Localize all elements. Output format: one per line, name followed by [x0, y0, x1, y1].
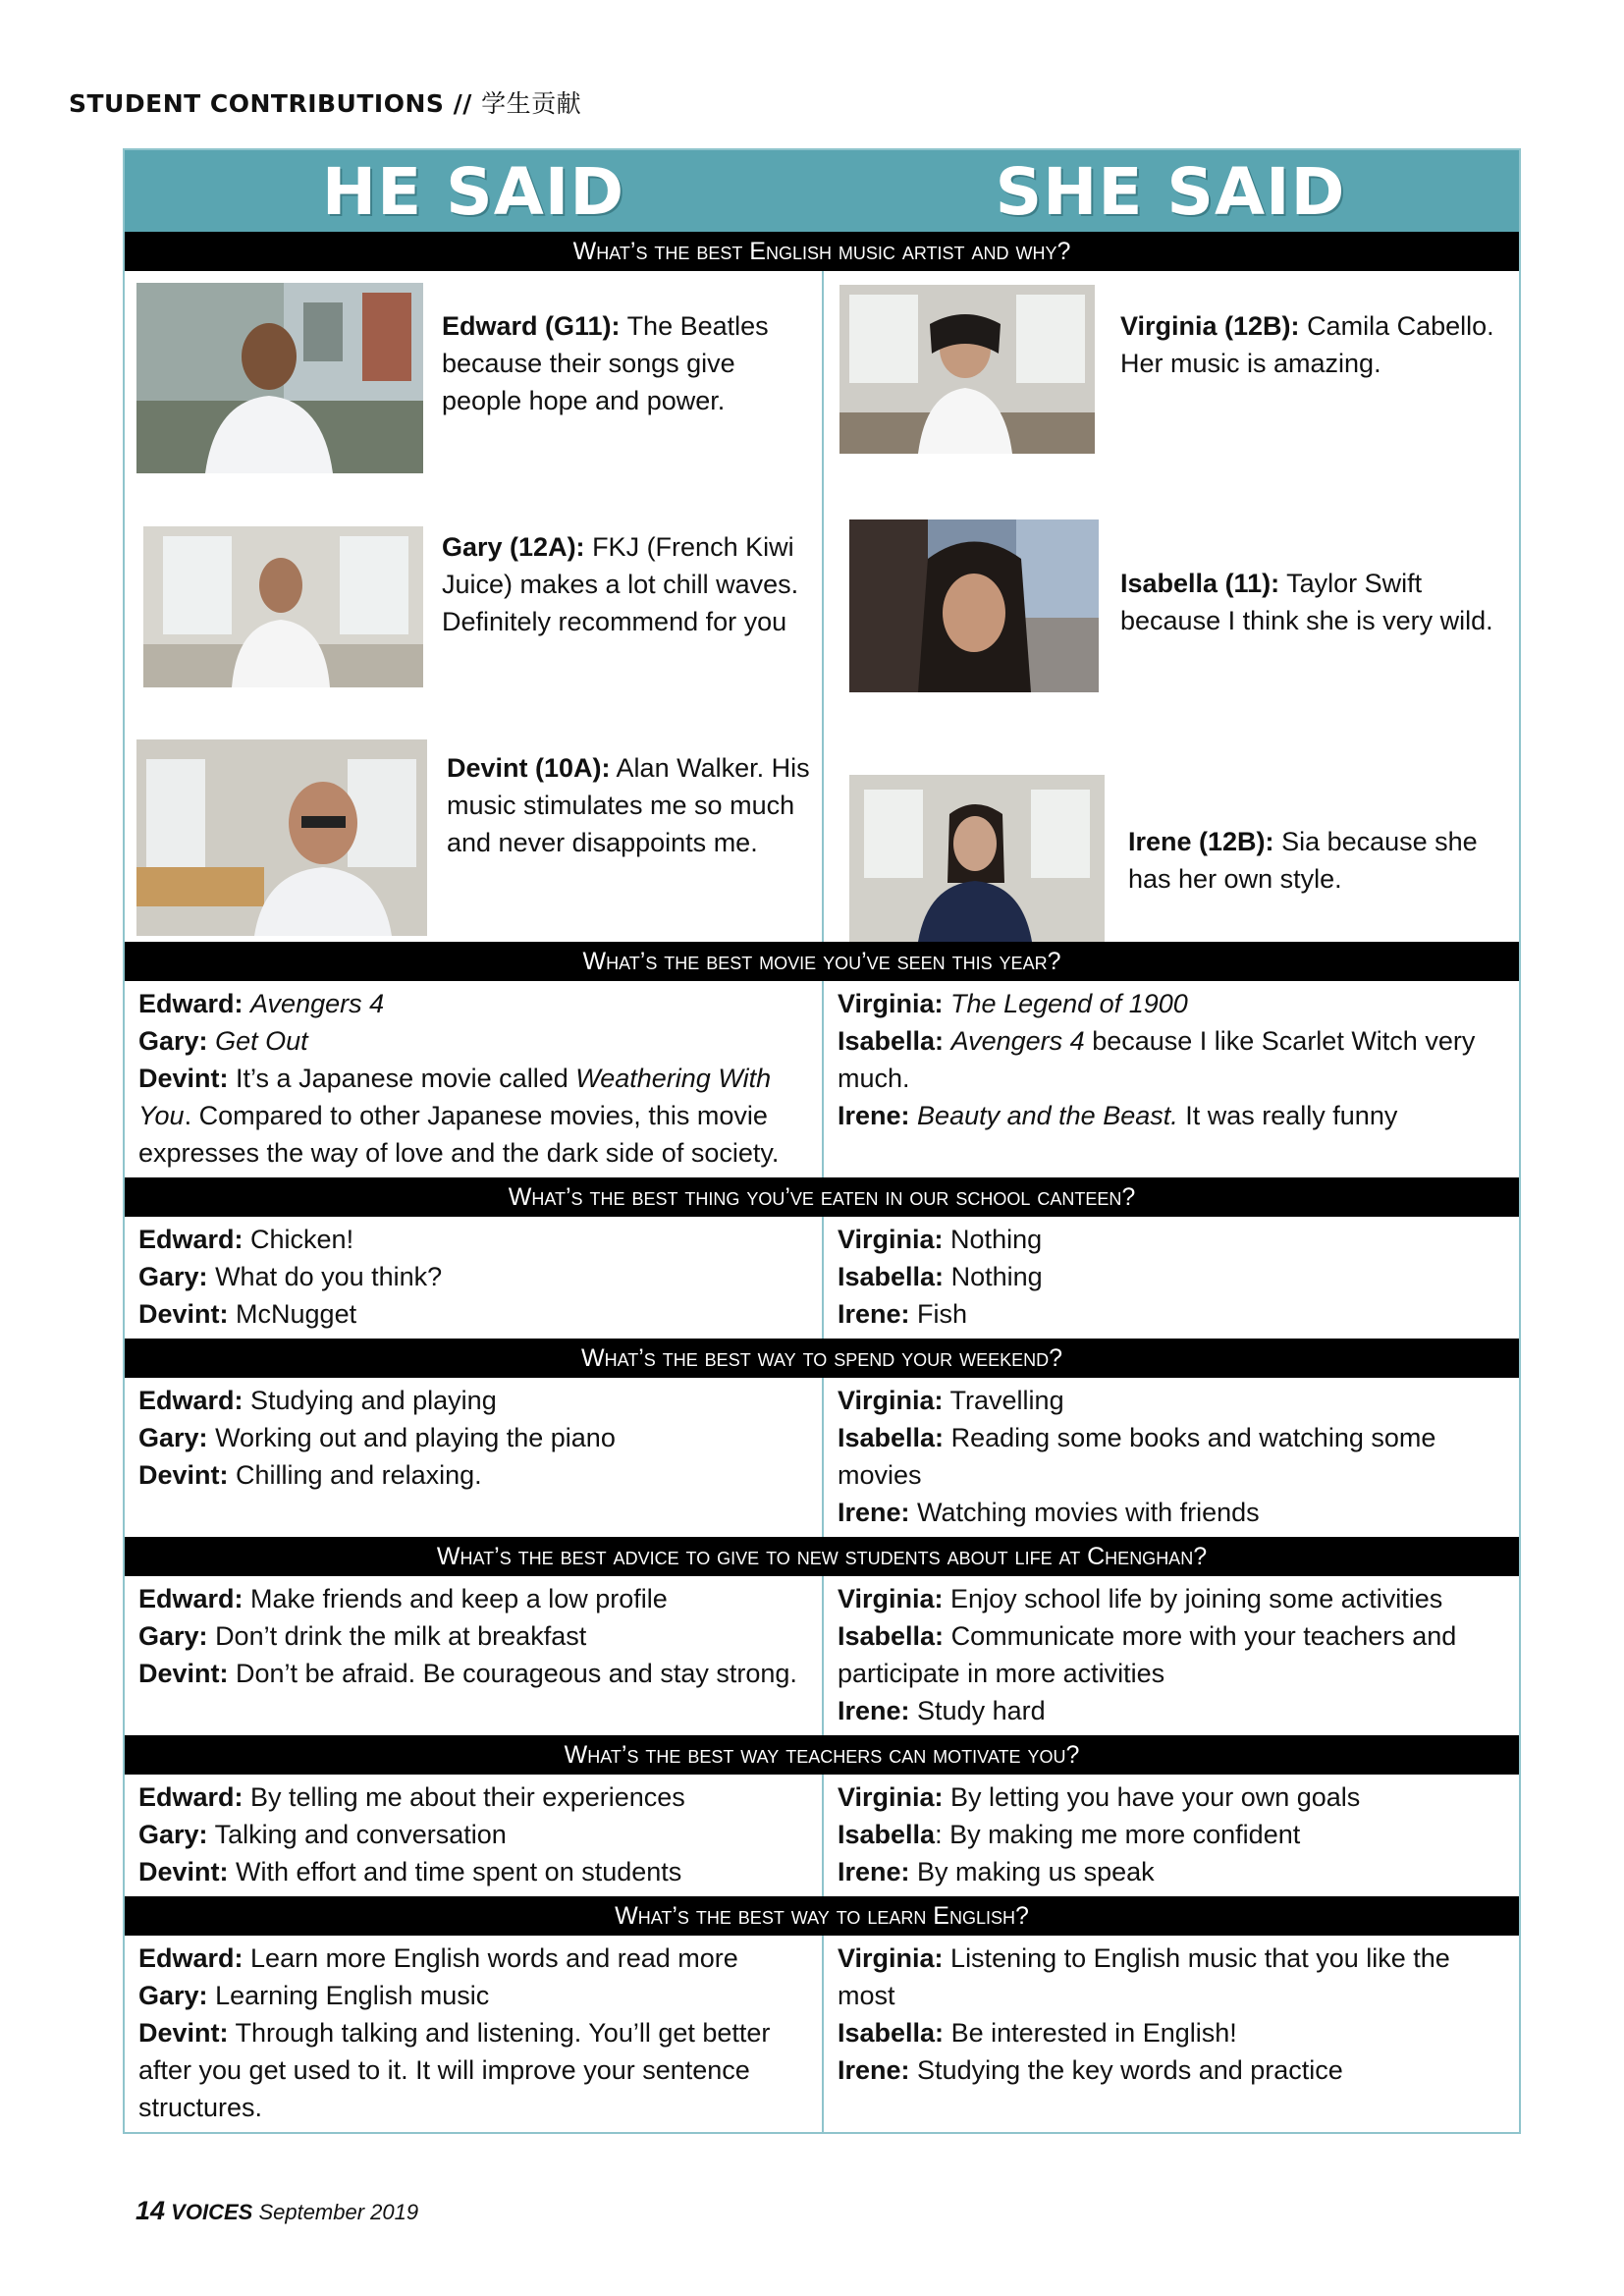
answer-devint-music: Devint (10A): Alan Walker. His music stimulates me so much and never disappoints me.	[447, 753, 810, 857]
question-movie: What’s the best movie you’ve seen this year?	[125, 942, 1519, 981]
she-said-advice	[822, 1576, 1519, 1735]
answer-line: Isabella: Reading some books and watching some movies	[838, 1423, 1436, 1490]
photo-gary	[143, 526, 423, 687]
she-said-motivate	[822, 1775, 1519, 1896]
answer-line: Virginia: Listening to English music that you like the most	[838, 1943, 1450, 2010]
she-said-movie	[822, 981, 1519, 1177]
answer-devint-movie: Devint: It’s a Japanese movie called Weathering With You. Compared to other Japanese movies, this movie expresses the way of love and the dark side of society.	[138, 1064, 780, 1168]
he-said-motivate	[125, 1775, 822, 1896]
page-footer	[135, 2196, 418, 2226]
he-said-heading: HE SAID	[321, 154, 625, 230]
she-said-heading: SHE SAID	[995, 154, 1346, 230]
answer-isabella-movie: Isabella: Avengers 4 because I like Scarlet Witch very much.	[838, 1026, 1476, 1093]
answer-irene-movie: Irene: Beauty and the Beast. It was really funny	[838, 1101, 1398, 1130]
answer-isabella-music: Isabella (11): Taylor Swift because I think she is very wild.	[1120, 569, 1493, 635]
answer-line: Gary: Talking and conversation	[138, 1820, 507, 1849]
answer-line: Gary: What do you think?	[138, 1262, 443, 1291]
question-weekend: What’s the best way to spend your weekend?	[125, 1339, 1519, 1378]
photo-devint	[136, 739, 427, 936]
question-canteen: What’s the best thing you’ve eaten in our school canteen?	[125, 1177, 1519, 1217]
answer-line: Irene: By making us speak	[838, 1857, 1155, 1886]
photo-isabella	[849, 519, 1099, 692]
music-answers	[125, 271, 1519, 942]
answer-virginia-music: Virginia (12B): Camila Cabello. Her music is amazing.	[1120, 311, 1494, 378]
answer-line: Edward: Chicken!	[138, 1225, 354, 1254]
answer-line: Devint: McNugget	[138, 1299, 357, 1329]
section-title-chinese: 学生贡献	[481, 89, 582, 118]
answer-irene-music: Irene (12B): Sia because she has her own style.	[1128, 827, 1478, 894]
question-motivate: What’s the best way teachers can motivate you?	[125, 1735, 1519, 1775]
he-said-canteen	[125, 1217, 822, 1339]
advice-answers	[125, 1576, 1519, 1735]
motivate-answers	[125, 1775, 1519, 1896]
section-separator: //	[444, 89, 482, 118]
answer-line: Devint: Chilling and relaxing.	[138, 1460, 482, 1490]
answer-virginia-movie: Virginia: The Legend of 1900	[838, 989, 1188, 1018]
answer-line: Irene: Study hard	[838, 1696, 1046, 1725]
answer-line: Irene: Fish	[838, 1299, 968, 1329]
column-header	[125, 150, 1519, 232]
he-said-movie	[125, 981, 822, 1177]
answer-line: Edward: Studying and playing	[138, 1386, 497, 1415]
weekend-answers	[125, 1378, 1519, 1537]
answer-line: Virginia: Enjoy school life by joining some activities	[838, 1584, 1443, 1613]
he-said-weekend	[125, 1378, 822, 1537]
she-said-canteen	[822, 1217, 1519, 1339]
answer-line: Gary: Working out and playing the piano	[138, 1423, 616, 1452]
he-said-advice	[125, 1576, 822, 1735]
answer-line: Edward: By telling me about their experiences	[138, 1782, 685, 1812]
answer-line: Isabella: Nothing	[838, 1262, 1043, 1291]
magazine-name: VOICES	[171, 2200, 253, 2224]
she-said-weekend	[822, 1378, 1519, 1537]
answer-line: Devint: With effort and time spent on students	[138, 1857, 682, 1886]
section-title: STUDENT CONTRIBUTIONS	[69, 89, 445, 118]
he-said-learn-english	[125, 1936, 822, 2132]
section-label	[69, 84, 581, 120]
answer-line: Gary: Don’t drink the milk at breakfast	[138, 1621, 587, 1651]
photo-virginia	[839, 285, 1095, 454]
question-advice: What’s the best advice to give to new students about life at Chenghan?	[125, 1537, 1519, 1576]
answer-line: Virginia: By letting you have your own goals	[838, 1782, 1361, 1812]
answer-line: Edward: Make friends and keep a low profile	[138, 1584, 668, 1613]
canteen-answers	[125, 1217, 1519, 1339]
question-learn-english: What’s the best way to learn English?	[125, 1896, 1519, 1936]
she-said-music	[822, 271, 1519, 942]
answer-line: Devint: Don’t be afraid. Be courageous and stay strong.	[138, 1659, 797, 1688]
answer-gary-movie: Gary: Get Out	[138, 1026, 308, 1056]
interview-table	[123, 148, 1521, 2134]
photo-edward	[136, 283, 423, 473]
answer-line: Irene: Studying the key words and practice	[838, 2055, 1343, 2085]
issue-date: September 2019	[258, 2200, 419, 2224]
answer-line: Edward: Learn more English words and read more	[138, 1943, 738, 1973]
he-said-music	[125, 271, 822, 942]
answer-line: Virginia: Travelling	[838, 1386, 1064, 1415]
answer-line: Gary: Learning English music	[138, 1981, 490, 2010]
answer-gary-music: Gary (12A): FKJ (French Kiwi Juice) makes a lot chill waves. Definitely recommend for you	[442, 532, 799, 636]
answer-line: Isabella: Be interested in English!	[838, 2018, 1237, 2048]
she-said-learn-english	[822, 1936, 1519, 2132]
page-number: 14	[135, 2196, 166, 2225]
answer-line: Irene: Watching movies with friends	[838, 1498, 1260, 1527]
answer-line: Isabella: Communicate more with your teachers and participate in more activities	[838, 1621, 1457, 1688]
answer-edward-music: Edward (G11): The Beatles because their songs give people hope and power.	[442, 311, 769, 415]
answer-line: Isabella: By making me more confident	[838, 1820, 1301, 1849]
answer-edward-movie: Edward: Avengers 4	[138, 989, 385, 1018]
answer-line: Virginia: Nothing	[838, 1225, 1043, 1254]
question-music-artist: What’s the best English music artist and why?	[125, 232, 1519, 271]
learn-english-answers	[125, 1936, 1519, 2132]
movie-answers	[125, 981, 1519, 1177]
photo-irene	[849, 775, 1105, 942]
answer-line: Devint: Through talking and listening. You’ll get better after you get used to it. It will improve your sentence structures.	[138, 2018, 771, 2122]
